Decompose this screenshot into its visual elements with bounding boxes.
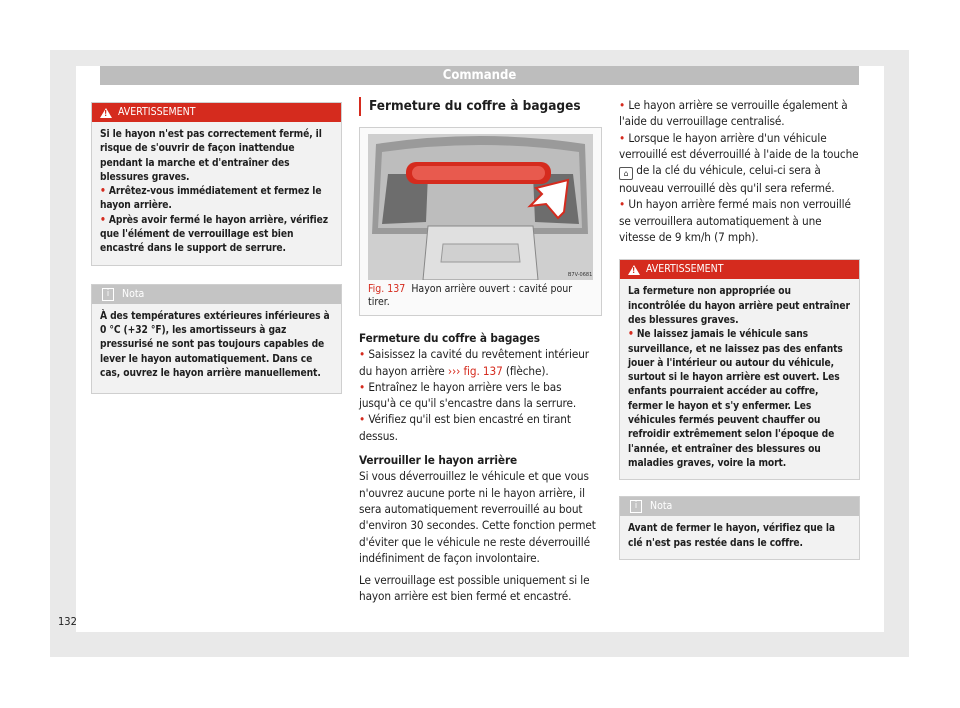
warning-intro: Si le hayon n'est pas correctement fermé, il risque de s'ouvrir de façon inattendue pendant la marche et d'entraîner des blessures graves.	[100, 129, 322, 183]
note-header	[620, 497, 859, 516]
list-item: • Vérifiez qu'il est bien encastré en tirant dessus.	[359, 412, 571, 443]
figure-caption-text: Hayon arrière ouvert : cavité pour tirer.	[368, 283, 573, 308]
note-header	[92, 285, 341, 304]
subheading: Fermeture du coffre à bagages	[359, 331, 540, 345]
note-text: À des températures extérieures inférieures à 0 °C (+32 °F), les amortisseurs à gaz pressurisé ne sont pas toujours capables de lever le hayon automatiquement. Dans ce cas, ouvrez le hayon arrière manuellement.	[100, 310, 330, 379]
warning-header	[92, 103, 341, 122]
note-text: Avant de fermer le hayon, vérifiez que la clé n'est pas restée dans le coffre.	[628, 523, 835, 549]
figure-code: B7V-0681	[568, 272, 593, 278]
info-icon: i	[630, 500, 642, 513]
paragraph: Si vous déverrouillez le véhicule et que vous n'ouvrez aucune porte ni le hayon arrière, il sera automatiquement reverrouillé au bout d'environ 30 secondes. Cette fonction permet d'éviter que le véhicule ne reste déverrouillé indéfiniment de façon involontaire.	[359, 469, 596, 565]
warning-label: AVERTISSEMENT	[118, 106, 196, 118]
note-box	[619, 496, 860, 560]
figure-reference-link[interactable]: ››› fig. 137	[447, 363, 503, 378]
locking-text	[619, 97, 860, 245]
warning-triangle-icon	[628, 265, 640, 275]
list-item: • Le hayon arrière se verrouille également à l'aide du verrouillage centralisé.	[619, 98, 848, 129]
warning-label: AVERTISSEMENT	[646, 263, 724, 276]
warning-triangle-icon	[100, 108, 112, 118]
list-item: • Saisissez la cavité du revêtement intérieur du hayon arrière ››› fig. 137 (flèche).	[359, 347, 589, 378]
tailgate-key-icon: ⌂	[619, 167, 633, 180]
warning-bullet: • Arrêtez-vous immédiatement et fermez le hayon arrière.	[100, 186, 322, 212]
warning-body	[620, 279, 859, 479]
warning-body	[92, 122, 341, 265]
list-item: • Entraînez le hayon arrière vers le bas jusqu'à ce qu'il s'encastre dans la serrure.	[359, 379, 577, 411]
tailgate-illustration	[368, 134, 593, 280]
warning-bullet: • Ne laissez jamais le véhicule sans surveillance, et ne laissez pas des enfants jouer à l'intérieur ou autour du véhicule, surtout si le hayon arrière est ouvert. Les enfants pourraient accéder au coffre, fermer le hayon et s'y enfermer. Les véhicules fermés peuvent chauffer ou refroidir extrêmement selon l'époque de l'année, et entraîner des blessures ou maladies graves, voire la mort.	[628, 329, 843, 469]
list-item: • Un hayon arrière fermé mais non verrouillé se verrouillera automatiquement à une vitesse de 9 km/h (7 mph).	[619, 197, 851, 245]
note-label: Nota	[122, 287, 145, 300]
note-label: Nota	[650, 500, 673, 513]
paragraph: Le verrouillage est possible uniquement si le hayon arrière est bien fermé et encastré.	[359, 573, 590, 604]
page-header: Commande	[100, 66, 859, 85]
section-title: Fermeture du coffre à bagages	[359, 97, 600, 116]
note-box	[91, 284, 342, 394]
right-column	[619, 97, 860, 560]
warning-bullet: • Après avoir fermé le hayon arrière, vérifiez que l'élément de verrouillage est bien encastré dans le support de serrure.	[100, 214, 328, 255]
warning-intro: La fermeture non appropriée ou incontrôlée du hayon arrière peut entraîner des blessures graves.	[628, 286, 850, 326]
page-number: 132	[58, 615, 77, 628]
figure-number: Fig. 137	[368, 283, 406, 295]
list-item: • Lorsque le hayon arrière d'un véhicule verrouillé est déverrouillé à l'aide de la touche ⌂ de la clé du véhicule, celui-ci sera à nouveau verrouillé dès qu'il sera refermé.	[619, 130, 859, 196]
figure-caption	[368, 283, 593, 309]
closing-instructions	[359, 330, 600, 605]
subheading: Verrouiller le hayon arrière	[359, 453, 518, 468]
warning-box	[91, 102, 342, 266]
left-column	[91, 102, 342, 394]
middle-column	[359, 97, 600, 605]
figure-137	[359, 127, 602, 316]
info-icon: i	[102, 288, 114, 301]
note-body	[620, 516, 859, 559]
warning-box	[619, 259, 860, 480]
warning-header	[620, 260, 859, 279]
note-body	[92, 304, 341, 393]
